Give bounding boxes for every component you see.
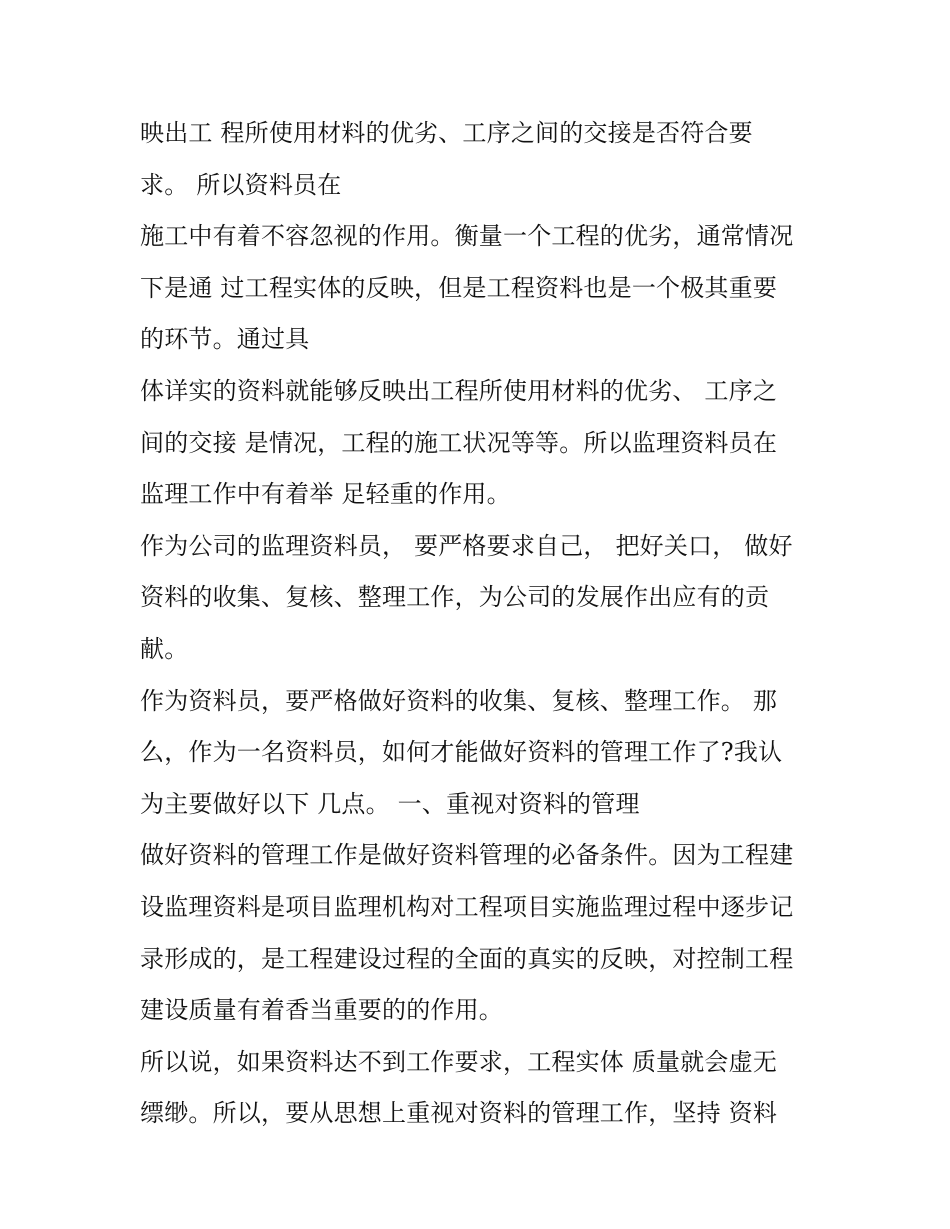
text-line: 所以说，如果资料达不到工作要求，工程实体 质量就会虚无: [140, 1047, 778, 1076]
text-line: 建设质量有着香当重要的的作用。: [140, 996, 503, 1025]
text-line: 设监理资料是项目监理机构对工程项目实施监理过程中逐步记: [140, 892, 794, 921]
text-line: 缥缈。所以，要从思想上重视对资料的管理工作，坚持 资料: [140, 1099, 778, 1128]
text-line: 映出工 程所使用材料的优劣、工序之间的交接是否符合要: [140, 119, 753, 147]
text-line: 录形成的，是工程建设过程的全面的真实的反映，对控制工程: [140, 944, 794, 973]
text-line: 做好资料的管理工作是做好资料管理的必备条件。因为工程建: [140, 841, 794, 870]
text-line: 求。 所以资料员在: [140, 170, 342, 199]
text-line: 作为资料员，要严格做好资料的收集、复核、整理工作。 那: [140, 686, 778, 715]
text-line: 的环节。通过具: [140, 325, 310, 354]
text-line: 监理工作中有着举 足轻重的作用。: [140, 480, 511, 509]
text-line: 为主要做好以下 几点。 一、重视对资料的管理: [140, 789, 640, 818]
text-line: 献。: [140, 634, 189, 663]
text-line: 资料的收集、复核、整理工作，为公司的发展作出应有的贡: [140, 583, 770, 612]
text-line: 下是通 过工程实体的反映，但是工程资料也是一个极其重要: [140, 273, 778, 302]
text-line: 施工中有着不容忽视的作用。衡量一个工程的优劣，通常情况: [140, 222, 794, 251]
text-line: 间的交接 是情况，工程的施工状况等等。所以监理资料员在: [140, 428, 778, 457]
body-text: [140, 108, 830, 1140]
text-line: 么，作为一名资料员，如何才能做好资料的管理工作了?我认: [140, 738, 783, 767]
text-line: 作为公司的监理资料员， 要严格要求自己， 把好关口， 做好: [140, 531, 793, 560]
text-line: 体详实的资料就能够反映出工程所使用材料的优劣、 工序之: [140, 376, 778, 405]
